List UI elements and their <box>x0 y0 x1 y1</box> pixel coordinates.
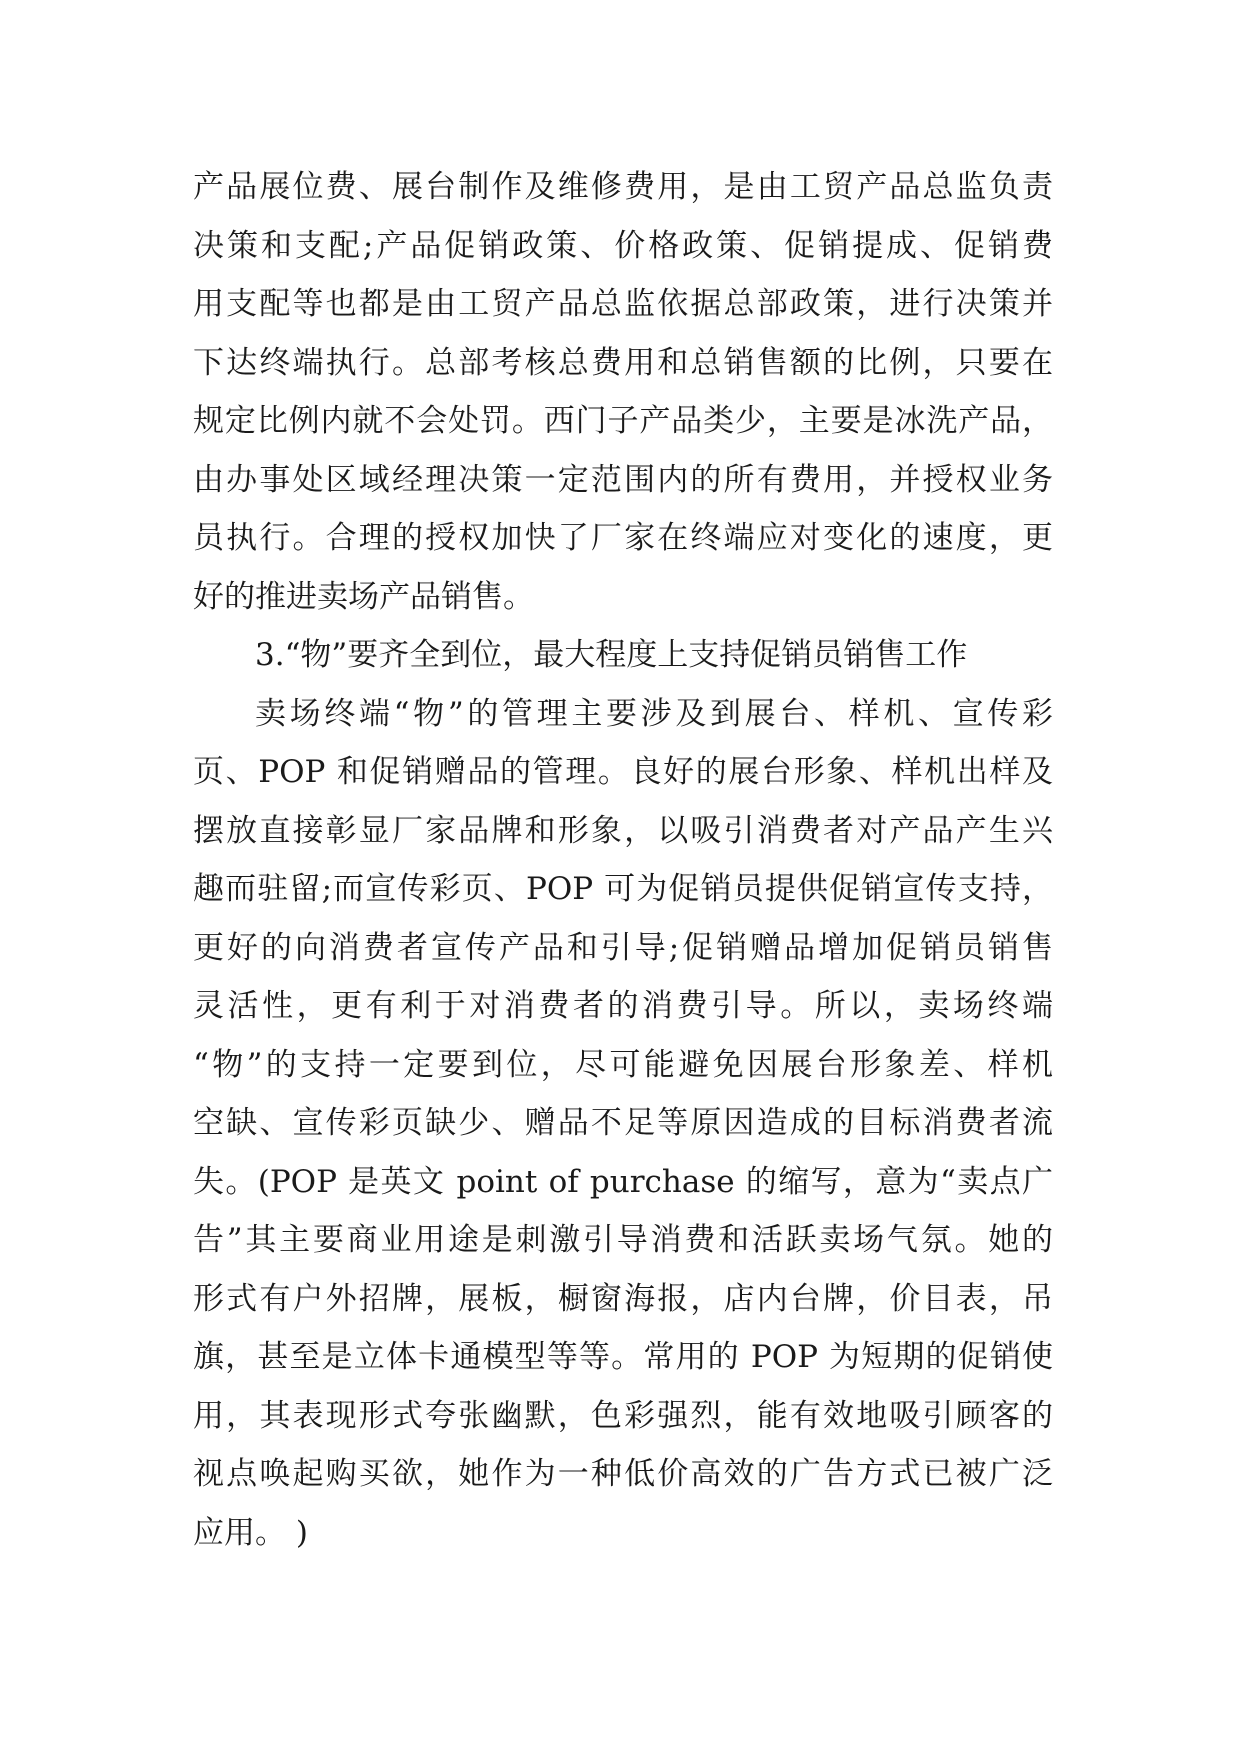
text-line: 决策和支配;产品促销政策、价格政策、促销提成、促销费 <box>193 227 1053 264</box>
text-line: 用，其表现形式夸张幽默，色彩强烈，能有效地吸引顾客的 <box>193 1397 1053 1434</box>
text-line: 更好的向消费者宣传产品和引导;促销赠品增加促销员销售 <box>193 929 1053 966</box>
text-line: 好的推进卖场产品销售。 <box>193 578 534 615</box>
text-line: 视点唤起购买欲，她作为一种低价高效的广告方式已被广泛 <box>193 1456 1053 1492</box>
text-line: 产品展位费、展台制作及维修费用，是由工贸产品总监负责 <box>193 169 1053 205</box>
text-line: 用支配等也都是由工贸产品总监依据总部政策，进行决策并 <box>193 286 1053 322</box>
text-line: 告”其主要商业用途是刺激引导消费和活跃卖场气氛。她的 <box>193 1222 1053 1258</box>
text-line: 规定比例内就不会处罚。西门子产品类少，主要是冰洗产品， <box>193 403 1053 439</box>
text-line: 页、POP 和促销赠品的管理。良好的展台形象、样机出样及 <box>193 754 1053 790</box>
text-line: 空缺、宣传彩页缺少、赠品不足等原因造成的目标消费者流 <box>193 1105 1053 1141</box>
text-line: 灵活性，更有利于对消费者的消费引导。所以，卖场终端 <box>193 988 1053 1024</box>
section-heading: 3.“物”要齐全到位，最大程度上支持促销员销售工作 <box>255 637 968 673</box>
text-line: 由办事处区域经理决策一定范围内的所有费用，并授权业务 <box>193 461 1053 498</box>
text-line: 旗，甚至是立体卡通模型等等。常用的 POP 为短期的促销使 <box>193 1339 1053 1375</box>
document-body <box>193 158 1053 1562</box>
text-line: 下达终端执行。总部考核总费用和总销售额的比例，只要在 <box>193 344 1053 381</box>
text-line: 形式有户外招牌，展板，橱窗海报，店内台牌，价目表，吊 <box>193 1280 1053 1317</box>
paragraph-materials-management <box>193 685 1053 1563</box>
text-line: 应用。 ) <box>193 1514 308 1551</box>
text-line: 卖场终端“物”的管理主要涉及到展台、样机、宣传彩 <box>255 695 1053 732</box>
text-line: 员执行。合理的授权加快了厂家在终端应对变化的速度，更 <box>193 520 1053 556</box>
text-line: “物”的支持一定要到位，尽可能避免因展台形象差、样机 <box>193 1046 1053 1083</box>
text-line: 失。(POP 是英文 point of purchase 的缩写，意为“卖点广 <box>193 1163 1053 1200</box>
paragraph-fee-decision <box>193 158 1053 626</box>
text-line: 摆放直接彰显厂家品牌和形象，以吸引消费者对产品产生兴 <box>193 812 1053 849</box>
text-line: 趣而驻留;而宣传彩页、POP 可为促销员提供促销宣传支持， <box>193 871 1053 907</box>
